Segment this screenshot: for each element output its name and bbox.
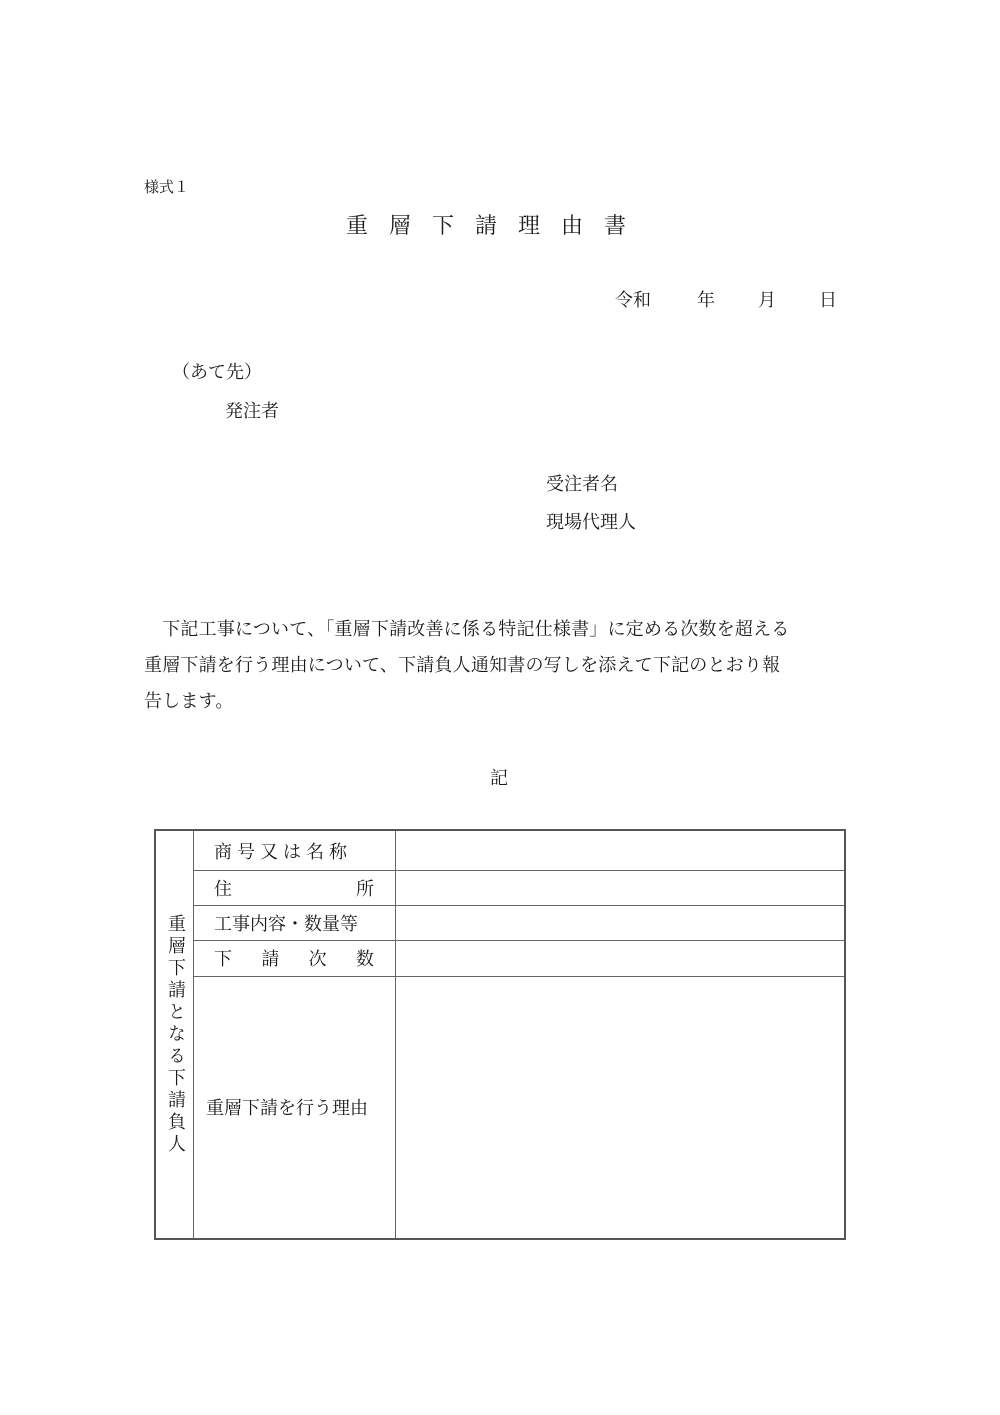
row-label-char: 請	[261, 949, 280, 970]
subcontractor-table	[154, 829, 846, 1240]
side-label-text: 重層下請となる下請負人	[165, 913, 186, 1156]
row-label-name	[194, 831, 416, 870]
name-value-cell[interactable]	[397, 831, 844, 870]
addressee-label: （あて先）	[172, 362, 262, 383]
row-label-text: 重層下請を行う理由	[206, 1098, 368, 1119]
row-label-char: 住	[214, 878, 232, 900]
tier-value-cell[interactable]	[397, 976, 844, 1012]
row-label-char: 次	[308, 949, 327, 970]
row-label-char: 所	[356, 878, 374, 900]
row-label-char: 数	[355, 949, 374, 970]
reason-value-cell[interactable]	[397, 1012, 844, 1238]
row-label-work	[194, 905, 416, 940]
side-label-cell	[156, 831, 194, 1238]
body-line: 重層下請を行う理由について、下請負人通知書の写しを添えて下記のとおり報	[144, 655, 781, 676]
body-paragraph	[144, 612, 864, 720]
date-year: 年	[697, 290, 715, 311]
row-label-char: 下	[214, 949, 232, 970]
row-label-address	[194, 870, 396, 905]
row-label-text: 商号又は名称	[214, 841, 352, 863]
form-number: 様式１	[144, 178, 190, 196]
date-month: 月	[758, 290, 776, 311]
row-label-reason	[194, 976, 408, 1238]
body-line: 下記工事について、「重層下請改善に係る特記仕様書」に定める次数を超える	[144, 619, 790, 640]
row-label-tier	[194, 940, 396, 976]
date-day: 日	[819, 290, 837, 311]
contractor-name-label: 受注者名	[546, 474, 618, 495]
addressee-name: 発注者	[225, 401, 279, 422]
date-era: 令和	[615, 290, 651, 311]
row-label-text: 工事内容・数量等	[214, 913, 358, 935]
ki-heading: 記	[490, 768, 508, 789]
address-value-cell[interactable]	[397, 905, 844, 940]
document-title: 重層下請理由書	[346, 214, 648, 239]
work-value-cell[interactable]	[397, 940, 844, 975]
body-line: 告します。	[144, 691, 234, 712]
site-agent-label: 現場代理人	[546, 512, 636, 533]
